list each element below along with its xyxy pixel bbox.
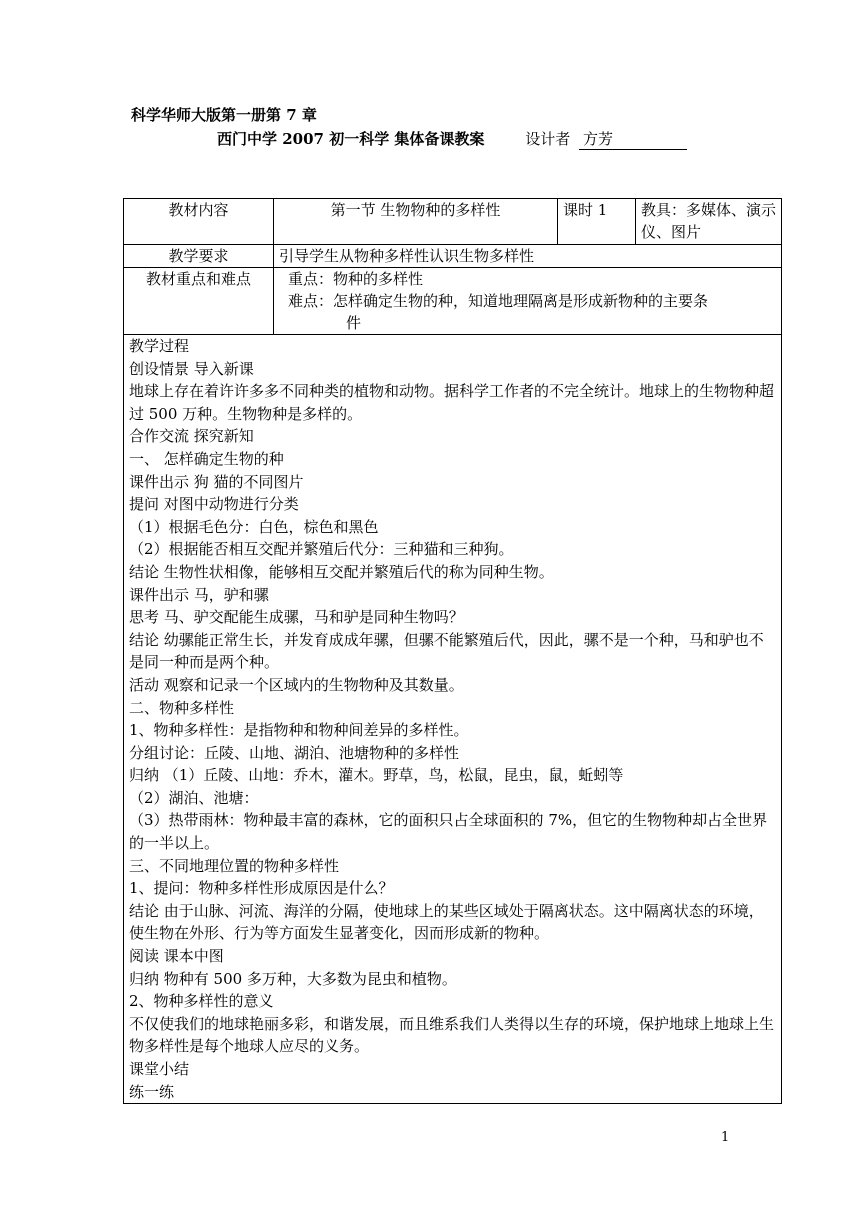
process-line: 不仅使我们的地球艳丽多彩，和谐发展，而且维系我们人类得以生存的环境，保护地球上地球上生物多样性是每个地球人应尽的义务。 [129, 1014, 775, 1056]
process-line: 课件出示 马，驴和骡 [129, 585, 269, 604]
process-line: 结论 由于山脉、河流、海洋的分隔，使地球上的某些区域处于隔离状态。这中隔离状态的环境，使生物在外形、行为等方面发生显著变化，因而形成新的物种。 [129, 901, 764, 943]
process-line: 1、提问：物种多样性形成原因是什么？ [129, 879, 394, 898]
key-point: 重点：物种的多样性 [288, 270, 424, 288]
process-line: （2）根据能否相互交配并繁殖后代分：三种猫和三种狗。 [129, 540, 514, 559]
process-line: 课件出示 狗 猫的不同图片 [129, 472, 304, 491]
process-line: 一、 怎样确定生物的种 [129, 449, 284, 468]
process-line: 结论 生物性状相像，能够相互交配并繁殖后代的称为同种生物。 [129, 562, 554, 581]
section-cell: 第一节 生物物种的多样性 [274, 199, 558, 245]
process-line: 二、物种多样性 [129, 698, 235, 717]
process-line: 结论 幼骡能正常生长，并发育成成年骡，但骡不能繁殖后代，因此，骡不是一个种，马和驴也不是同一种而是两个种。 [129, 630, 764, 672]
process-line: 练一练 [129, 1082, 175, 1101]
period-cell: 课时 1 [558, 199, 636, 245]
lesson-plan-table [123, 198, 782, 1104]
process-line: 思考 马、驴交配能生成骡，马和驴是同种生物吗？ [129, 608, 464, 627]
label-cell: 教材重点和难点 [124, 268, 274, 335]
process-line: （1）根据毛色分：白色，棕色和黑色 [129, 517, 379, 536]
difficulty: 难点：怎样确定生物的种，知道地理隔离是形成新物种的主要条 [288, 292, 709, 310]
process-line: 阅读 课本中图 [129, 947, 224, 966]
process-line: 课堂小结 [129, 1060, 190, 1078]
designer-name: 方芳 [579, 128, 687, 150]
process-line: 创设情景 导入新课 [129, 359, 254, 378]
process-line: 归纳 物种有 500 多万种，大多数为昆虫和植物。 [129, 969, 457, 988]
table-row [124, 268, 782, 335]
designer-label: 设计者 [525, 130, 571, 148]
process-line: （3）热带雨林：物种最丰富的森林，它的面积只占全球面积的 7%，但它的生物物种却占全世界的一半以上。 [129, 811, 768, 853]
process-line: 提问 对图中动物进行分类 [129, 495, 299, 514]
key-points-cell [274, 268, 782, 335]
table-row [124, 199, 782, 245]
process-line: 合作交流 探究新知 [129, 427, 254, 446]
page-number: 1 [721, 1130, 730, 1145]
difficulty-continued: 件 [346, 314, 362, 332]
table-row [124, 245, 782, 268]
process-line: 三、不同地理位置的物种多样性 [129, 856, 340, 875]
table-row [124, 335, 782, 1104]
label-cell: 教材内容 [124, 199, 274, 245]
doc-subtitle: 科学华师大版第一册第 7 章 [131, 106, 317, 124]
doc-title-line [217, 128, 737, 150]
process-line: 1、物种多样性：是指物种和物种间差异的多样性。 [129, 721, 469, 740]
teaching-process-cell [124, 335, 782, 1104]
process-line: 归纳 （1）丘陵、山地：乔木，灌木。野草，鸟，松鼠，昆虫，鼠，蚯蚓等 [129, 766, 624, 785]
process-line: （2）湖泊、池塘： [129, 788, 259, 807]
doc-title: 西门中学 2007 初一科学 集体备课教案 [217, 130, 485, 148]
process-line: 教学过程 [129, 337, 190, 355]
requirement-cell: 引导学生从物种多样性认识生物多样性 [274, 245, 782, 268]
process-line: 分组讨论：丘陵、山地、湖泊、池塘物种的多样性 [129, 743, 460, 762]
tools-cell: 教具：多媒体、演示仪、图片 [636, 199, 782, 245]
process-line: 2、物种多样性的意义 [129, 992, 274, 1011]
label-cell: 教学要求 [124, 245, 274, 268]
process-line: 地球上存在着许许多多不同种类的植物和动物。据科学工作者的不完全统计。地球上的生物物种超过 500 万种。生物物种是多样的。 [129, 382, 775, 423]
process-line: 活动 观察和记录一个区域内的生物物种及其数量。 [129, 675, 464, 694]
